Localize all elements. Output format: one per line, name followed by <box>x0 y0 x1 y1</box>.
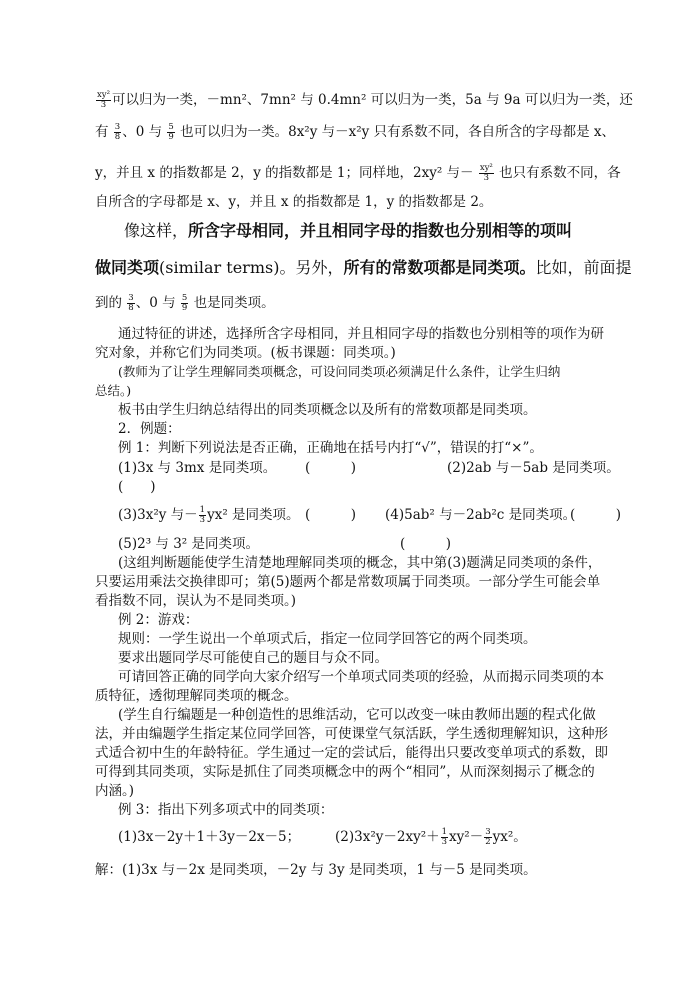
polynomial-2-text: xy²－ <box>449 829 484 845</box>
emphasis-text: 做同类项 <box>95 258 160 277</box>
text-line: (教师为了让学生理解同类项概念，可设问同类项必须满足什么条件，让学生归纳 <box>118 364 561 379</box>
text-segment: 、0 与 <box>135 295 180 311</box>
definition-line <box>95 256 631 280</box>
polynomial-1: (1)3x－2y＋1＋3y－2x－5； <box>118 829 301 845</box>
question-1: (1)3x 与 3mx 是同类项。 <box>118 460 277 476</box>
text-line: 内涵。) <box>95 783 135 799</box>
text-segment: (similar terms)。另外， <box>159 258 344 277</box>
text-segment: 、0 与 <box>122 124 167 140</box>
text-line: 只要运用乘法交换律即可；第(5)题两个都是常数项属于同类项。一部分学生可能会单 <box>95 574 601 590</box>
paragraph-line <box>95 163 621 183</box>
text-line: 要求出题同学尽可能使自己的题目与众不同。 <box>118 650 388 666</box>
emphasis-text: 所含字母相同，并且相同字母的指数也分别相等的项叫 <box>188 221 573 240</box>
polynomial-2-text: (2)3x²y－2xy²＋ <box>335 829 440 845</box>
text-segment: 像这样， <box>124 221 189 240</box>
fraction-numerator: xy² <box>97 90 111 100</box>
definition-line <box>124 219 572 243</box>
fraction-numerator: 3 <box>114 122 121 132</box>
fraction <box>199 506 206 525</box>
polynomial-2 <box>335 827 527 847</box>
text-line: (这组判断题能使学生清楚地理解同类项的概念，其中第(3)题满足同类项的条件， <box>118 555 602 571</box>
fraction-numerator: 3 <box>128 293 134 303</box>
fraction <box>441 828 448 847</box>
fraction-numerator: 5 <box>168 122 174 132</box>
text-line: 可得到其同类项，实际是抓住了同类项概念中的两个“相同”，从而深刻揭示了概念的 <box>95 764 595 780</box>
question-3-text: (3)3x²y 与－ <box>118 507 198 523</box>
text-segment: 可以归为一类，－mn²、7mn² 与 0.4mn² 可以归为一类，5a 与 9a 可以归为一类，还 <box>112 92 633 108</box>
text-line: 式适合初中生的年龄特征。学生通过一定的尝试后，能得出只要改变单项式的系数，即 <box>95 745 608 761</box>
polynomial-2-text: yx²。 <box>492 829 527 845</box>
fraction-denominator: 2 <box>485 837 491 847</box>
text-line: 看指数不同，误认为不是同类项。) <box>95 593 297 609</box>
answer-blank: ( ) <box>305 460 357 476</box>
fraction <box>114 123 121 142</box>
question-2: (2)2ab 与－5ab 是同类项。 <box>447 460 620 476</box>
text-line: 2．例题： <box>118 421 181 437</box>
text-line: 规则：一学生说出一个单项式后，指定一位同学回答它的两个同类项。 <box>118 631 537 647</box>
fraction-denominator: 3 <box>199 515 206 525</box>
text-line: 总结。) <box>95 383 132 398</box>
fraction <box>181 294 188 313</box>
paragraph-line <box>95 90 633 110</box>
fraction-denominator: 9 <box>181 303 188 313</box>
fraction-numerator: xy² <box>479 163 493 173</box>
fraction <box>167 123 174 142</box>
fraction-denominator: 3 <box>441 837 448 847</box>
paragraph-line <box>95 122 615 142</box>
text-line: 究对象，并称它们为同类项。(板书课题：同类项。) <box>95 345 396 361</box>
paragraph-line <box>95 192 492 212</box>
text-line: 板书由学生归纳总结得出的同类项概念以及所有的常数项都是同类项。 <box>118 402 537 418</box>
fraction-numerator: 1 <box>199 505 206 515</box>
text-segment: y，并且 x 的指数都是 2，y 的指数都是 1；同样地，2xy² 与－ <box>95 165 478 181</box>
question-3 <box>118 505 300 525</box>
fraction-denominator: 9 <box>168 132 174 142</box>
text-line: (学生自行编题是一种创造性的思维活动，它可以改变一味由教师出题的程式化做 <box>118 707 596 723</box>
answer-blank: ( ) <box>570 507 622 523</box>
text-line: 例 1：判断下列说法是否正确，正确地在括号内打“√”，错误的打“×”。 <box>118 440 543 456</box>
text-line: 法，并由编题学生指定某位同学回答，可使课堂气氛活跃，学生透彻理解知识，这种形 <box>95 726 608 742</box>
text-segment: 也是同类项。 <box>189 295 275 311</box>
text-line: 例 3：指出下列多项式中的同类项： <box>118 802 334 818</box>
fraction <box>127 294 134 313</box>
text-line: 可请回答正确的同学向大家介绍写一个单项式同类项的经验，从而揭示同类项的本 <box>118 669 604 685</box>
fraction-numerator: 1 <box>441 827 448 837</box>
fraction <box>96 91 111 110</box>
question-5: (5)2³ 与 3² 是同类项。 <box>118 536 259 552</box>
question-4: (4)5ab² 与－2ab²c 是同类项。 <box>385 507 577 523</box>
fraction-numerator: 3 <box>485 827 491 837</box>
text-segment: 到的 <box>95 295 127 311</box>
answer-blank: ( ) <box>400 536 452 552</box>
text-segment: 有 <box>95 124 113 140</box>
answer-blank: ( ) <box>118 479 156 495</box>
answer-blank: ( ) <box>305 507 357 523</box>
fraction <box>479 164 494 183</box>
fraction <box>484 828 491 847</box>
text-segment: 也只有系数不同，各 <box>494 165 621 181</box>
fraction-denominator: 3 <box>100 100 107 110</box>
emphasis-text: 所有的常数项都是同类项。 <box>343 258 536 277</box>
fraction-denominator: 8 <box>128 303 134 313</box>
question-3-text: yx² 是同类项。 <box>207 507 300 523</box>
text-line: 通过特征的讲述，选择所含字母相同，并且相同字母的指数也分别相等的项作为研 <box>118 326 604 342</box>
fraction-numerator: 5 <box>181 293 188 303</box>
fraction-denominator: 8 <box>114 132 121 142</box>
text-segment: 自所含的字母都是 x、y，并且 x 的指数都是 1，y 的指数都是 2。 <box>95 194 493 210</box>
text-segment: 也可以归为一类。8x²y 与－x²y 只有系数不同，各自所含的字母都是 x、 <box>175 124 615 140</box>
solution-line: 解：(1)3x 与－2x 是同类项，－2y 与 3y 是同类项，1 与－5 是同类项。 <box>95 862 537 878</box>
fraction-denominator: 3 <box>483 173 490 183</box>
text-segment: 比如，前面提 <box>535 258 632 277</box>
text-line: 质特征，透彻理解同类项的概念。 <box>95 688 298 704</box>
text-line: 例 2：游戏： <box>118 612 199 628</box>
definition-line <box>95 293 275 313</box>
